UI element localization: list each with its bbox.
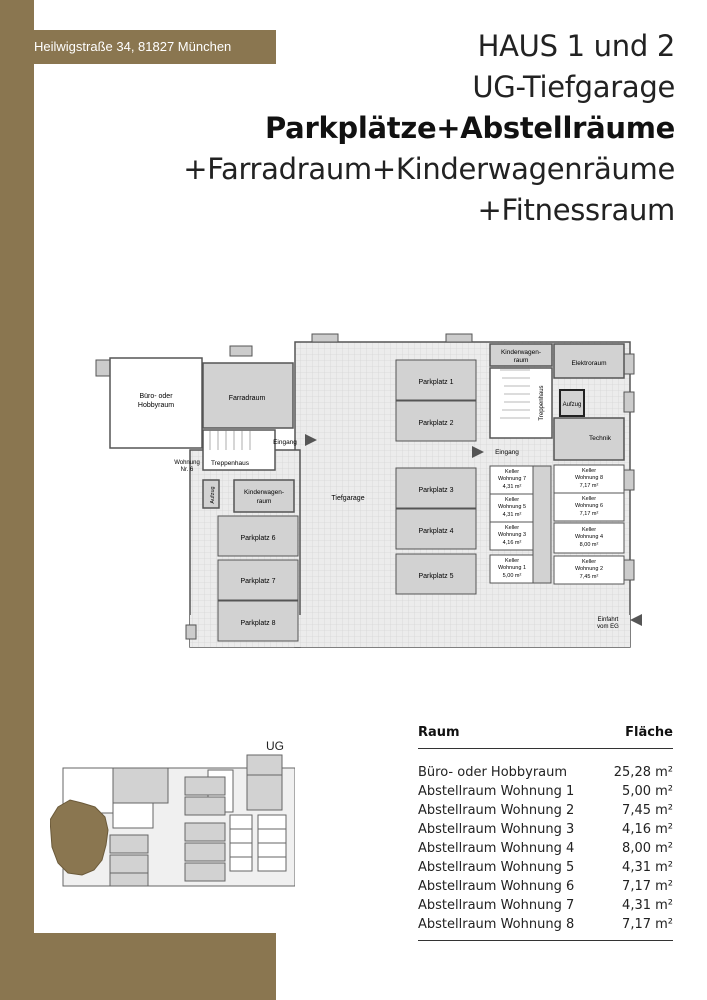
svg-text:4,31 m²: 4,31 m² [502,512,522,518]
bottom-brand-band [0,933,276,1000]
svg-text:Wohnung 4: Wohnung 4 [574,534,604,540]
table-row: Abstellraum Wohnung 3 4,16 m² [418,822,673,837]
col-area: Fläche [625,725,673,740]
table-row: Abstellraum Wohnung 2 7,45 m² [418,803,673,818]
keller-left-column [490,466,534,583]
eingang-right-label: Eingang [495,449,519,456]
svg-text:Parkplatz 3: Parkplatz 3 [418,487,454,494]
area-table-header [418,725,673,749]
svg-text:Parkplatz 4: Parkplatz 4 [418,528,454,535]
svg-text:Wohnung 7: Wohnung 7 [497,476,527,482]
technik-label: Technik [588,435,612,442]
svg-text:Keller: Keller [581,496,597,502]
svg-text:Wohnung 6: Wohnung 6 [574,503,604,509]
svg-text:Wohnung 5: Wohnung 5 [497,504,527,510]
drive-in-arrow-icon [630,614,642,626]
svg-text:Wohnung: Wohnung [174,460,200,466]
svg-text:4,16 m²: 4,16 m² [502,540,522,546]
svg-text:Keller: Keller [581,559,597,565]
title-line-4: +Farradraum+Kinderwagenräume [183,152,675,186]
svg-text:Keller: Keller [504,469,520,475]
col-room: Raum [418,725,460,740]
table-row: Abstellraum Wohnung 4 8,00 m² [418,841,673,856]
address-text: Heilwigstraße 34, 81827 München [34,39,232,54]
svg-text:raum: raum [513,357,529,364]
title-line-5: +Fitnessraum [477,193,675,227]
area-table [418,725,673,941]
kinderwagen-right-label: Kinderwagen- [500,349,542,356]
svg-text:Keller: Keller [581,527,597,533]
table-row: Abstellraum Wohnung 6 7,17 m² [418,879,673,894]
location-marker [50,800,108,875]
minimap [50,745,295,890]
svg-text:Parkplatz 1: Parkplatz 1 [418,379,454,386]
treppenhaus-right-label: Treppenhaus [539,385,545,421]
floor-plan [90,330,650,655]
kinderwagen-left-label: Kinderwagen- [243,489,285,496]
svg-text:Keller: Keller [504,558,520,564]
svg-text:raum: raum [256,498,272,505]
table-row: Abstellraum Wohnung 1 5,00 m² [418,784,673,799]
aufzug-left-label: Aufzug [210,486,216,504]
tiefgarage-label: Tiefgarage [331,495,365,502]
svg-text:7,45 m²: 7,45 m² [579,574,599,580]
aufzug-right-label: Aufzug [562,402,582,408]
svg-text:Parkplatz 8: Parkplatz 8 [240,620,276,627]
svg-text:Wohnung 1: Wohnung 1 [497,565,527,571]
room-kinderwagen-left [234,480,294,512]
title-line-3: Parkplätze+Abstellräume [265,111,675,145]
buero-label: Büro- oder [139,393,173,400]
svg-text:8,00 m²: 8,00 m² [579,542,599,548]
svg-text:Keller: Keller [581,468,597,474]
svg-text:Parkplatz 7: Parkplatz 7 [240,578,276,585]
einfahrt-label: Einfahrt [597,617,619,623]
eingang-left-label: Eingang [273,439,297,446]
svg-text:Wohnung 2: Wohnung 2 [574,566,604,572]
svg-text:Parkplatz 2: Parkplatz 2 [418,420,454,427]
svg-text:Keller: Keller [504,525,520,531]
title-block [183,26,675,231]
svg-text:vom EG: vom EG [597,624,619,630]
farradraum-label: Farradraum [228,395,266,402]
svg-text:5,00 m²: 5,00 m² [502,573,522,579]
svg-text:7,17 m²: 7,17 m² [579,511,599,517]
svg-text:4,31 m²: 4,31 m² [502,484,522,490]
table-row: Abstellraum Wohnung 7 4,31 m² [418,898,673,913]
svg-text:Wohnung 8: Wohnung 8 [574,475,604,481]
svg-text:Hobbyraum: Hobbyraum [137,402,175,409]
minimap-label: UG [266,739,284,753]
svg-text:7,17 m²: 7,17 m² [579,483,599,489]
svg-text:Parkplatz 6: Parkplatz 6 [240,535,276,542]
treppenhaus-left-label: Treppenhaus [210,460,250,467]
keller-right-column [554,465,624,584]
table-row: Abstellraum Wohnung 5 4,31 m² [418,860,673,875]
svg-text:Wohnung 3: Wohnung 3 [497,532,527,538]
title-line-1: HAUS 1 und 2 [477,29,675,63]
svg-text:Parkplatz 5: Parkplatz 5 [418,573,454,580]
svg-text:Keller: Keller [504,497,520,503]
brand-sidebar [0,0,34,1000]
table-row: Büro- oder Hobbyraum 25,28 m² [418,765,673,780]
table-row: Abstellraum Wohnung 8 7,17 m² [418,917,673,932]
title-line-2: UG-Tiefgarage [472,70,675,104]
elektroraum-label: Elektroraum [571,360,607,367]
svg-text:Nr. 6: Nr. 6 [180,467,194,473]
